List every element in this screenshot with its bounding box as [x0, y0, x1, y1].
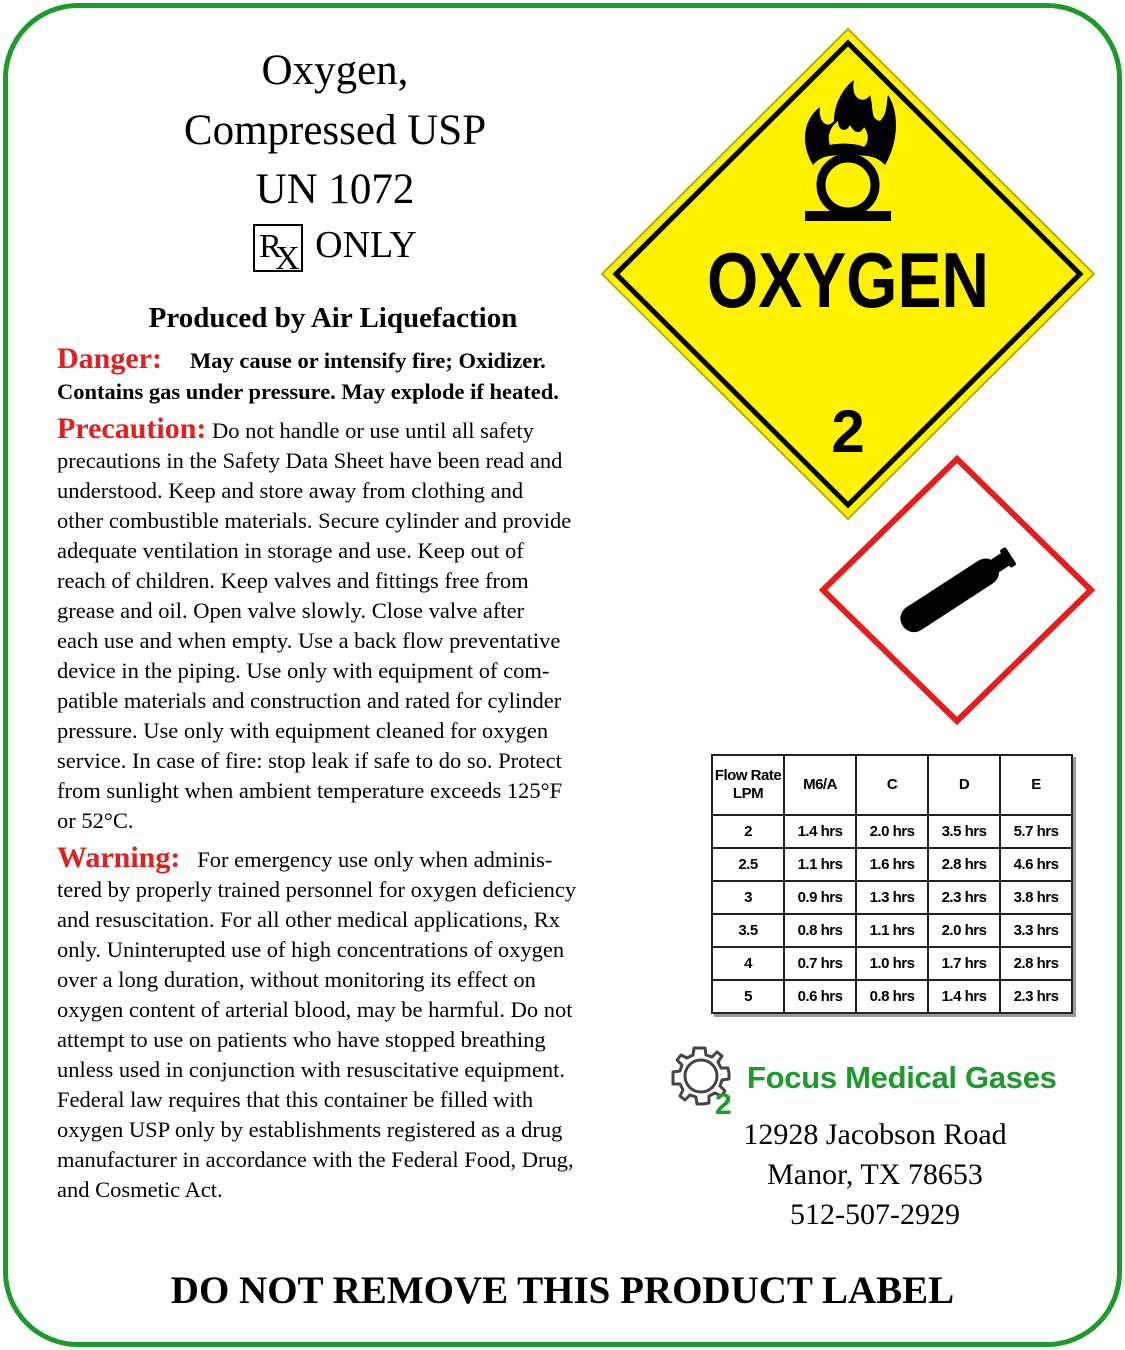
- table-cell: 0.8 hrs: [856, 980, 928, 1013]
- table-cell: 2.3 hrs: [1000, 980, 1072, 1013]
- phone-number: 512-507-2929: [790, 1198, 960, 1231]
- table-row: [712, 947, 1072, 980]
- precaution-line: adequate ventilation in storage and use. Keep out of: [57, 538, 524, 563]
- production-method: Produced by Air Liquefaction: [148, 302, 518, 334]
- header-e: E: [1000, 755, 1072, 815]
- table-cell: 1.4 hrs: [784, 815, 856, 848]
- precaution-line: or 52°C.: [57, 808, 134, 833]
- address-street: 12928 Jacobson Road: [743, 1118, 1007, 1151]
- table-cell: 5: [712, 980, 784, 1013]
- logo-subscript: 2: [715, 1088, 732, 1118]
- table-cell: 0.7 hrs: [784, 947, 856, 980]
- table-cell: 1.3 hrs: [856, 881, 928, 914]
- precaution-line: reach of children. Keep valves and fittings free from: [57, 568, 529, 593]
- table-cell: 1.1 hrs: [856, 914, 928, 947]
- table-cell: 1.1 hrs: [784, 848, 856, 881]
- table-cell: 2: [712, 815, 784, 848]
- warning-line: and Cosmetic Act.: [57, 1177, 223, 1202]
- precaution-heading: Precaution:: [57, 412, 207, 445]
- table-cell: 1.4 hrs: [928, 980, 1000, 1013]
- danger-line2: Contains gas under pressure. May explode if heated.: [57, 379, 559, 404]
- header-flow-rate: Flow Rate LPM: [712, 755, 784, 815]
- product-name-line2: Compressed USP: [183, 107, 487, 154]
- warning-line: tered by properly trained personnel for oxygen deficiency: [57, 877, 577, 902]
- table-cell: 2.0 hrs: [928, 914, 1000, 947]
- table-cell: 2.0 hrs: [856, 815, 928, 848]
- table-cell: 3.5 hrs: [928, 815, 1000, 848]
- precaution-line: device in the piping. Use only with equipment of com-: [57, 658, 550, 683]
- table-cell: 4: [712, 947, 784, 980]
- un-number: UN 1072: [255, 166, 415, 213]
- ghs-gas-cylinder-pictogram: [818, 454, 1096, 726]
- precaution-line: patible materials and construction and rated for cylinder: [57, 688, 562, 713]
- precaution-statement: [57, 414, 642, 836]
- table-cell: 2.5: [712, 848, 784, 881]
- table-cell: 2.8 hrs: [928, 848, 1000, 881]
- company-name: Focus Medical Gases: [747, 1060, 1057, 1095]
- table-cell: 3.8 hrs: [1000, 881, 1072, 914]
- table-cell: 2.3 hrs: [928, 881, 1000, 914]
- table-cell: 2.8 hrs: [1000, 947, 1072, 980]
- table-row: [712, 881, 1072, 914]
- table-cell: 1.0 hrs: [856, 947, 928, 980]
- warning-line: over a long duration, without monitoring its effect on: [57, 967, 536, 992]
- precaution-line: understood. Keep and store away from clothing and: [57, 478, 524, 503]
- warning-line: unless used in conjunction with resuscitative equipment.: [57, 1057, 566, 1082]
- precaution-line: pressure. Use only with equipment cleaned for oxygen: [57, 718, 549, 743]
- table-cell: 0.8 hrs: [784, 914, 856, 947]
- rx-only-row: [90, 222, 580, 278]
- warning-heading: Warning:: [57, 841, 181, 874]
- header-m6a: M6/A: [784, 755, 856, 815]
- footer-notice: DO NOT REMOVE THIS PRODUCT LABEL: [170, 1269, 955, 1312]
- table-cell: 3: [712, 881, 784, 914]
- warning-statement: [57, 843, 642, 1205]
- table-header-row: [712, 755, 1072, 815]
- address-city: Manor, TX 78653: [767, 1158, 983, 1191]
- table-cell: 0.9 hrs: [784, 881, 856, 914]
- warning-line: attempt to use on patients who have stopped breathing: [57, 1027, 546, 1052]
- table-cell: 3.5: [712, 914, 784, 947]
- warning-line: oxygen content of arterial blood, may be harmful. Do not: [57, 997, 573, 1022]
- danger-line1: May cause or intensify fire; Oxidizer.: [189, 348, 546, 373]
- warning-line: and resuscitation. For all other medical applications, Rx: [57, 907, 560, 932]
- table-row: [712, 914, 1072, 947]
- warning-line: Federal law requires that this container be filled with: [57, 1087, 534, 1112]
- precaution-line: grease and oil. Open valve slowly. Close valve after: [57, 598, 525, 623]
- company-logo: [667, 1042, 1087, 1122]
- table-row: [712, 815, 1072, 848]
- product-name-line1: Oxygen,: [261, 47, 409, 94]
- oxygen-hazard-placard: [598, 25, 1098, 523]
- table-cell: 1.7 hrs: [928, 947, 1000, 980]
- table-cell: 0.6 hrs: [784, 980, 856, 1013]
- placard-class-number: 2: [831, 398, 865, 465]
- precaution-line: other combustible materials. Secure cylinder and provide: [57, 508, 572, 533]
- header-c: C: [856, 755, 928, 815]
- table-cell: 5.7 hrs: [1000, 815, 1072, 848]
- gear-icon: [667, 1042, 747, 1118]
- danger-statement: [57, 343, 642, 407]
- precaution-line: Do not handle or use until all safety: [212, 418, 534, 443]
- precaution-line: each use and when empty. Use a back flow preventative: [57, 628, 561, 653]
- table-row: [712, 848, 1072, 881]
- table-cell: 1.6 hrs: [856, 848, 928, 881]
- precaution-line: precautions in the Safety Data Sheet have been read and: [57, 448, 563, 473]
- warning-line: only. Uninterupted use of high concentrations of oxygen: [57, 937, 565, 962]
- flow-rate-table: [711, 754, 1073, 1014]
- rx-icon: R X: [253, 224, 303, 272]
- danger-heading: Danger:: [57, 342, 162, 375]
- table-row: [712, 980, 1072, 1013]
- rx-only-text: ONLY: [315, 224, 417, 266]
- table-cell: 3.3 hrs: [1000, 914, 1072, 947]
- warning-line: manufacturer in accordance with the Federal Food, Drug,: [57, 1147, 574, 1172]
- table-cell: 4.6 hrs: [1000, 848, 1072, 881]
- precaution-line: from sunlight when ambient temperature exceeds 125°F: [57, 778, 563, 803]
- placard-word: OXYGEN: [707, 236, 989, 324]
- warning-line: oxygen USP only by establishments registered as a drug: [57, 1117, 563, 1142]
- header-d: D: [928, 755, 1000, 815]
- warning-line: For emergency use only when adminis-: [197, 847, 553, 872]
- precaution-line: service. In case of fire: stop leak if safe to do so. Protect: [57, 748, 562, 773]
